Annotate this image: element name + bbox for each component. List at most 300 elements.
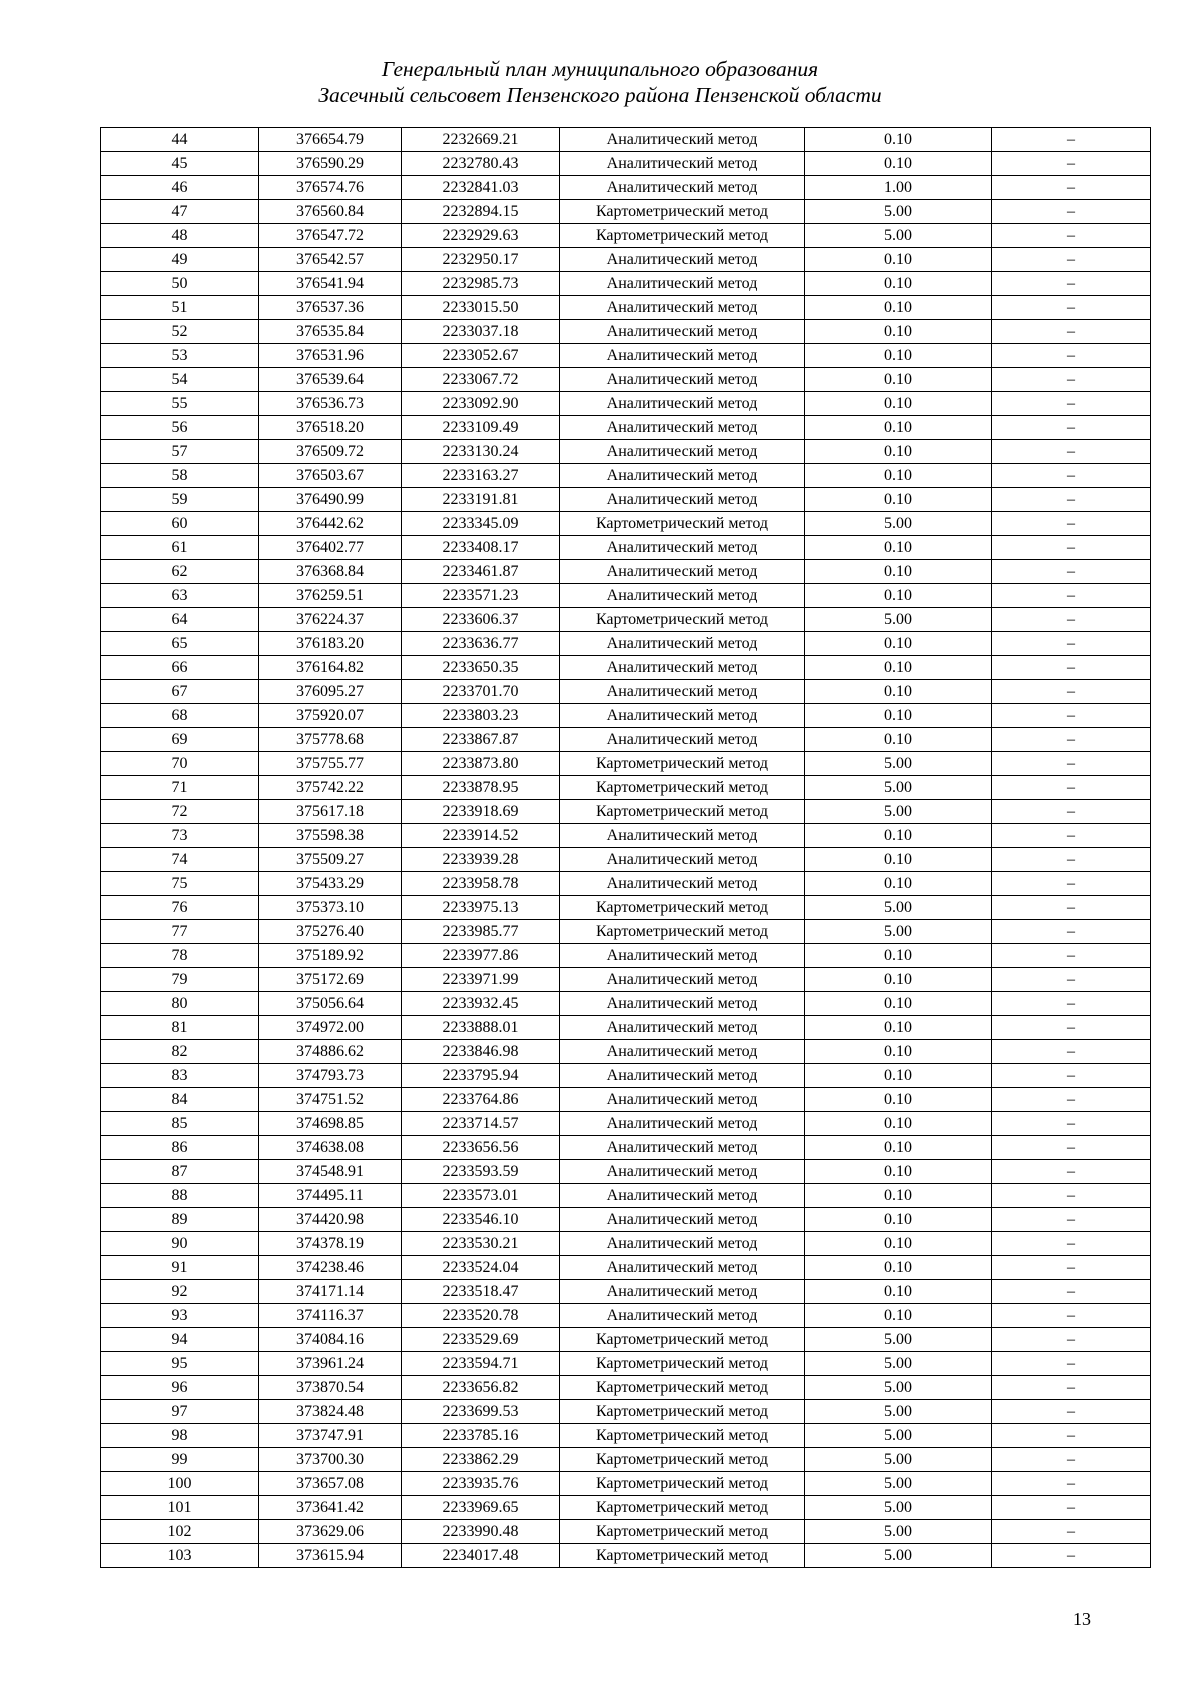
note-cell: – <box>992 1016 1151 1040</box>
y-coordinate-cell: 2233932.45 <box>402 992 560 1016</box>
table-row <box>101 824 1151 848</box>
table-row <box>101 1472 1151 1496</box>
x-coordinate-cell: 375755.77 <box>259 752 402 776</box>
method-cell: Аналитический метод <box>560 1232 805 1256</box>
y-coordinate-cell: 2233878.95 <box>402 776 560 800</box>
table-row <box>101 512 1151 536</box>
method-cell: Аналитический метод <box>560 680 805 704</box>
table-row <box>101 536 1151 560</box>
method-cell: Аналитический метод <box>560 1208 805 1232</box>
note-cell: – <box>992 1520 1151 1544</box>
y-coordinate-cell: 2234017.48 <box>402 1544 560 1568</box>
table-row <box>101 560 1151 584</box>
method-cell: Аналитический метод <box>560 488 805 512</box>
accuracy-cell: 0.10 <box>805 488 992 512</box>
x-coordinate-cell: 376183.20 <box>259 632 402 656</box>
y-coordinate-cell: 2233461.87 <box>402 560 560 584</box>
table-row <box>101 296 1151 320</box>
note-cell: – <box>992 1256 1151 1280</box>
x-coordinate-cell: 376164.82 <box>259 656 402 680</box>
point-number-cell: 94 <box>101 1328 259 1352</box>
table-row <box>101 1256 1151 1280</box>
note-cell: – <box>992 1088 1151 1112</box>
note-cell: – <box>992 320 1151 344</box>
accuracy-cell: 0.10 <box>805 272 992 296</box>
coordinates-table <box>100 127 1151 1568</box>
method-cell: Картометрический метод <box>560 1328 805 1352</box>
note-cell: – <box>992 1448 1151 1472</box>
x-coordinate-cell: 374886.62 <box>259 1040 402 1064</box>
table-row <box>101 1352 1151 1376</box>
y-coordinate-cell: 2233975.13 <box>402 896 560 920</box>
table-row <box>101 248 1151 272</box>
y-coordinate-cell: 2233345.09 <box>402 512 560 536</box>
point-number-cell: 71 <box>101 776 259 800</box>
point-number-cell: 56 <box>101 416 259 440</box>
point-number-cell: 97 <box>101 1400 259 1424</box>
point-number-cell: 75 <box>101 872 259 896</box>
table-row <box>101 944 1151 968</box>
note-cell: – <box>992 944 1151 968</box>
point-number-cell: 68 <box>101 704 259 728</box>
y-coordinate-cell: 2233958.78 <box>402 872 560 896</box>
method-cell: Аналитический метод <box>560 464 805 488</box>
method-cell: Аналитический метод <box>560 560 805 584</box>
x-coordinate-cell: 373961.24 <box>259 1352 402 1376</box>
point-number-cell: 66 <box>101 656 259 680</box>
method-cell: Аналитический метод <box>560 1160 805 1184</box>
accuracy-cell: 0.10 <box>805 536 992 560</box>
y-coordinate-cell: 2233846.98 <box>402 1040 560 1064</box>
note-cell: – <box>992 872 1151 896</box>
accuracy-cell: 0.10 <box>805 1040 992 1064</box>
table-row <box>101 1088 1151 1112</box>
x-coordinate-cell: 376590.29 <box>259 152 402 176</box>
table-row <box>101 392 1151 416</box>
y-coordinate-cell: 2233914.52 <box>402 824 560 848</box>
accuracy-cell: 0.10 <box>805 584 992 608</box>
accuracy-cell: 5.00 <box>805 1400 992 1424</box>
accuracy-cell: 5.00 <box>805 1520 992 1544</box>
y-coordinate-cell: 2233408.17 <box>402 536 560 560</box>
note-cell: – <box>992 920 1151 944</box>
note-cell: – <box>992 680 1151 704</box>
point-number-cell: 76 <box>101 896 259 920</box>
note-cell: – <box>992 656 1151 680</box>
x-coordinate-cell: 374116.37 <box>259 1304 402 1328</box>
accuracy-cell: 0.10 <box>805 1208 992 1232</box>
table-row <box>101 1496 1151 1520</box>
method-cell: Аналитический метод <box>560 704 805 728</box>
y-coordinate-cell: 2233130.24 <box>402 440 560 464</box>
y-coordinate-cell: 2233636.77 <box>402 632 560 656</box>
accuracy-cell: 0.10 <box>805 728 992 752</box>
point-number-cell: 102 <box>101 1520 259 1544</box>
x-coordinate-cell: 373870.54 <box>259 1376 402 1400</box>
method-cell: Аналитический метод <box>560 536 805 560</box>
point-number-cell: 47 <box>101 200 259 224</box>
method-cell: Картометрический метод <box>560 1400 805 1424</box>
header-line-2: Засечный сельсовет Пензенского района Пензенской области <box>318 83 882 107</box>
y-coordinate-cell: 2233701.70 <box>402 680 560 704</box>
point-number-cell: 99 <box>101 1448 259 1472</box>
y-coordinate-cell: 2233529.69 <box>402 1328 560 1352</box>
table-row <box>101 176 1151 200</box>
accuracy-cell: 0.10 <box>805 992 992 1016</box>
method-cell: Картометрический метод <box>560 920 805 944</box>
point-number-cell: 79 <box>101 968 259 992</box>
accuracy-cell: 0.10 <box>805 824 992 848</box>
method-cell: Аналитический метод <box>560 1040 805 1064</box>
note-cell: – <box>992 536 1151 560</box>
accuracy-cell: 5.00 <box>805 1544 992 1568</box>
accuracy-cell: 0.10 <box>805 392 992 416</box>
table-row <box>101 1280 1151 1304</box>
y-coordinate-cell: 2233990.48 <box>402 1520 560 1544</box>
y-coordinate-cell: 2233191.81 <box>402 488 560 512</box>
x-coordinate-cell: 373700.30 <box>259 1448 402 1472</box>
y-coordinate-cell: 2233785.16 <box>402 1424 560 1448</box>
method-cell: Картометрический метод <box>560 1520 805 1544</box>
note-cell: – <box>992 1112 1151 1136</box>
y-coordinate-cell: 2233606.37 <box>402 608 560 632</box>
y-coordinate-cell: 2233530.21 <box>402 1232 560 1256</box>
note-cell: – <box>992 248 1151 272</box>
accuracy-cell: 5.00 <box>805 512 992 536</box>
table-row <box>101 1424 1151 1448</box>
point-number-cell: 95 <box>101 1352 259 1376</box>
method-cell: Картометрический метод <box>560 224 805 248</box>
accuracy-cell: 0.10 <box>805 704 992 728</box>
method-cell: Картометрический метод <box>560 752 805 776</box>
point-number-cell: 72 <box>101 800 259 824</box>
y-coordinate-cell: 2233650.35 <box>402 656 560 680</box>
y-coordinate-cell: 2233873.80 <box>402 752 560 776</box>
accuracy-cell: 0.10 <box>805 1280 992 1304</box>
x-coordinate-cell: 375189.92 <box>259 944 402 968</box>
y-coordinate-cell: 2233594.71 <box>402 1352 560 1376</box>
point-number-cell: 87 <box>101 1160 259 1184</box>
point-number-cell: 83 <box>101 1064 259 1088</box>
table-row <box>101 344 1151 368</box>
table-row <box>101 1376 1151 1400</box>
point-number-cell: 60 <box>101 512 259 536</box>
method-cell: Аналитический метод <box>560 1280 805 1304</box>
table-row <box>101 320 1151 344</box>
table-row <box>101 872 1151 896</box>
header-line-1: Генеральный план муниципального образования <box>381 57 819 81</box>
y-coordinate-cell: 2233803.23 <box>402 704 560 728</box>
point-number-cell: 81 <box>101 1016 259 1040</box>
point-number-cell: 101 <box>101 1496 259 1520</box>
note-cell: – <box>992 1472 1151 1496</box>
note-cell: – <box>992 176 1151 200</box>
method-cell: Картометрический метод <box>560 608 805 632</box>
table-row <box>101 608 1151 632</box>
point-number-cell: 61 <box>101 536 259 560</box>
x-coordinate-cell: 376547.72 <box>259 224 402 248</box>
accuracy-cell: 0.10 <box>805 656 992 680</box>
x-coordinate-cell: 375056.64 <box>259 992 402 1016</box>
y-coordinate-cell: 2233593.59 <box>402 1160 560 1184</box>
x-coordinate-cell: 374972.00 <box>259 1016 402 1040</box>
y-coordinate-cell: 2233524.04 <box>402 1256 560 1280</box>
accuracy-cell: 0.10 <box>805 848 992 872</box>
point-number-cell: 78 <box>101 944 259 968</box>
x-coordinate-cell: 376442.62 <box>259 512 402 536</box>
method-cell: Аналитический метод <box>560 824 805 848</box>
point-number-cell: 100 <box>101 1472 259 1496</box>
point-number-cell: 70 <box>101 752 259 776</box>
x-coordinate-cell: 376490.99 <box>259 488 402 512</box>
note-cell: – <box>992 608 1151 632</box>
method-cell: Аналитический метод <box>560 1304 805 1328</box>
y-coordinate-cell: 2233795.94 <box>402 1064 560 1088</box>
accuracy-cell: 0.10 <box>805 440 992 464</box>
point-number-cell: 65 <box>101 632 259 656</box>
note-cell: – <box>992 152 1151 176</box>
table-row <box>101 1016 1151 1040</box>
accuracy-cell: 0.10 <box>805 152 992 176</box>
y-coordinate-cell: 2233163.27 <box>402 464 560 488</box>
table-row <box>101 200 1151 224</box>
note-cell: – <box>992 1376 1151 1400</box>
x-coordinate-cell: 374238.46 <box>259 1256 402 1280</box>
coordinates-table-body <box>101 128 1151 1568</box>
note-cell: – <box>992 560 1151 584</box>
y-coordinate-cell: 2233015.50 <box>402 296 560 320</box>
table-row <box>101 464 1151 488</box>
accuracy-cell: 5.00 <box>805 608 992 632</box>
y-coordinate-cell: 2233092.90 <box>402 392 560 416</box>
y-coordinate-cell: 2232985.73 <box>402 272 560 296</box>
note-cell: – <box>992 296 1151 320</box>
x-coordinate-cell: 375509.27 <box>259 848 402 872</box>
point-number-cell: 88 <box>101 1184 259 1208</box>
y-coordinate-cell: 2233067.72 <box>402 368 560 392</box>
table-row <box>101 488 1151 512</box>
table-row <box>101 1328 1151 1352</box>
y-coordinate-cell: 2233052.67 <box>402 344 560 368</box>
method-cell: Аналитический метод <box>560 296 805 320</box>
note-cell: – <box>992 392 1151 416</box>
y-coordinate-cell: 2233764.86 <box>402 1088 560 1112</box>
y-coordinate-cell: 2232929.63 <box>402 224 560 248</box>
point-number-cell: 55 <box>101 392 259 416</box>
method-cell: Аналитический метод <box>560 872 805 896</box>
x-coordinate-cell: 376368.84 <box>259 560 402 584</box>
accuracy-cell: 0.10 <box>805 344 992 368</box>
point-number-cell: 96 <box>101 1376 259 1400</box>
point-number-cell: 77 <box>101 920 259 944</box>
note-cell: – <box>992 1304 1151 1328</box>
accuracy-cell: 1.00 <box>805 176 992 200</box>
table-row <box>101 440 1151 464</box>
note-cell: – <box>992 824 1151 848</box>
note-cell: – <box>992 896 1151 920</box>
table-row <box>101 896 1151 920</box>
table-row <box>101 1136 1151 1160</box>
x-coordinate-cell: 375778.68 <box>259 728 402 752</box>
method-cell: Аналитический метод <box>560 176 805 200</box>
note-cell: – <box>992 272 1151 296</box>
accuracy-cell: 0.10 <box>805 560 992 584</box>
accuracy-cell: 5.00 <box>805 920 992 944</box>
point-number-cell: 84 <box>101 1088 259 1112</box>
method-cell: Аналитический метод <box>560 968 805 992</box>
point-number-cell: 64 <box>101 608 259 632</box>
accuracy-cell: 0.10 <box>805 368 992 392</box>
accuracy-cell: 5.00 <box>805 1448 992 1472</box>
note-cell: – <box>992 848 1151 872</box>
note-cell: – <box>992 1544 1151 1568</box>
accuracy-cell: 5.00 <box>805 800 992 824</box>
note-cell: – <box>992 416 1151 440</box>
point-number-cell: 51 <box>101 296 259 320</box>
point-number-cell: 45 <box>101 152 259 176</box>
note-cell: – <box>992 704 1151 728</box>
accuracy-cell: 0.10 <box>805 320 992 344</box>
method-cell: Аналитический метод <box>560 272 805 296</box>
note-cell: – <box>992 200 1151 224</box>
x-coordinate-cell: 375172.69 <box>259 968 402 992</box>
accuracy-cell: 0.10 <box>805 1160 992 1184</box>
y-coordinate-cell: 2233985.77 <box>402 920 560 944</box>
accuracy-cell: 0.10 <box>805 1088 992 1112</box>
note-cell: – <box>992 128 1151 152</box>
method-cell: Картометрический метод <box>560 512 805 536</box>
accuracy-cell: 5.00 <box>805 1352 992 1376</box>
point-number-cell: 98 <box>101 1424 259 1448</box>
point-number-cell: 48 <box>101 224 259 248</box>
document-header <box>0 56 1200 108</box>
method-cell: Аналитический метод <box>560 392 805 416</box>
method-cell: Аналитический метод <box>560 440 805 464</box>
method-cell: Аналитический метод <box>560 1184 805 1208</box>
table-row <box>101 704 1151 728</box>
point-number-cell: 49 <box>101 248 259 272</box>
x-coordinate-cell: 375920.07 <box>259 704 402 728</box>
table-row <box>101 992 1151 1016</box>
note-cell: – <box>992 440 1151 464</box>
table-row <box>101 1520 1151 1544</box>
x-coordinate-cell: 376574.76 <box>259 176 402 200</box>
x-coordinate-cell: 374751.52 <box>259 1088 402 1112</box>
x-coordinate-cell: 374378.19 <box>259 1232 402 1256</box>
y-coordinate-cell: 2233656.82 <box>402 1376 560 1400</box>
note-cell: – <box>992 800 1151 824</box>
accuracy-cell: 0.10 <box>805 464 992 488</box>
method-cell: Картометрический метод <box>560 1352 805 1376</box>
y-coordinate-cell: 2233918.69 <box>402 800 560 824</box>
note-cell: – <box>992 632 1151 656</box>
accuracy-cell: 0.10 <box>805 1016 992 1040</box>
accuracy-cell: 5.00 <box>805 224 992 248</box>
y-coordinate-cell: 2233935.76 <box>402 1472 560 1496</box>
accuracy-cell: 5.00 <box>805 1424 992 1448</box>
method-cell: Аналитический метод <box>560 128 805 152</box>
accuracy-cell: 5.00 <box>805 1376 992 1400</box>
accuracy-cell: 0.10 <box>805 1064 992 1088</box>
note-cell: – <box>992 1280 1151 1304</box>
x-coordinate-cell: 373615.94 <box>259 1544 402 1568</box>
method-cell: Аналитический метод <box>560 320 805 344</box>
point-number-cell: 85 <box>101 1112 259 1136</box>
point-number-cell: 89 <box>101 1208 259 1232</box>
accuracy-cell: 5.00 <box>805 1472 992 1496</box>
point-number-cell: 74 <box>101 848 259 872</box>
method-cell: Аналитический метод <box>560 368 805 392</box>
method-cell: Аналитический метод <box>560 944 805 968</box>
point-number-cell: 103 <box>101 1544 259 1568</box>
x-coordinate-cell: 376224.37 <box>259 608 402 632</box>
y-coordinate-cell: 2232669.21 <box>402 128 560 152</box>
note-cell: – <box>992 1400 1151 1424</box>
x-coordinate-cell: 374495.11 <box>259 1184 402 1208</box>
x-coordinate-cell: 376539.64 <box>259 368 402 392</box>
point-number-cell: 93 <box>101 1304 259 1328</box>
x-coordinate-cell: 375742.22 <box>259 776 402 800</box>
note-cell: – <box>992 584 1151 608</box>
method-cell: Картометрический метод <box>560 800 805 824</box>
accuracy-cell: 0.10 <box>805 632 992 656</box>
point-number-cell: 59 <box>101 488 259 512</box>
method-cell: Картометрический метод <box>560 1424 805 1448</box>
note-cell: – <box>992 1136 1151 1160</box>
table-row <box>101 128 1151 152</box>
x-coordinate-cell: 375276.40 <box>259 920 402 944</box>
y-coordinate-cell: 2233862.29 <box>402 1448 560 1472</box>
table-row <box>101 632 1151 656</box>
accuracy-cell: 0.10 <box>805 128 992 152</box>
accuracy-cell: 0.10 <box>805 1136 992 1160</box>
point-number-cell: 63 <box>101 584 259 608</box>
x-coordinate-cell: 375617.18 <box>259 800 402 824</box>
accuracy-cell: 5.00 <box>805 752 992 776</box>
method-cell: Картометрический метод <box>560 1448 805 1472</box>
note-cell: – <box>992 968 1151 992</box>
x-coordinate-cell: 373824.48 <box>259 1400 402 1424</box>
point-number-cell: 50 <box>101 272 259 296</box>
table-row <box>101 776 1151 800</box>
note-cell: – <box>992 1184 1151 1208</box>
accuracy-cell: 0.10 <box>805 248 992 272</box>
table-row <box>101 1544 1151 1568</box>
note-cell: – <box>992 1424 1151 1448</box>
point-number-cell: 62 <box>101 560 259 584</box>
y-coordinate-cell: 2233714.57 <box>402 1112 560 1136</box>
y-coordinate-cell: 2233971.99 <box>402 968 560 992</box>
x-coordinate-cell: 373629.06 <box>259 1520 402 1544</box>
table-row <box>101 152 1151 176</box>
accuracy-cell: 0.10 <box>805 1112 992 1136</box>
x-coordinate-cell: 373747.91 <box>259 1424 402 1448</box>
x-coordinate-cell: 374638.08 <box>259 1136 402 1160</box>
note-cell: – <box>992 488 1151 512</box>
x-coordinate-cell: 374420.98 <box>259 1208 402 1232</box>
x-coordinate-cell: 376402.77 <box>259 536 402 560</box>
y-coordinate-cell: 2233109.49 <box>402 416 560 440</box>
note-cell: – <box>992 344 1151 368</box>
method-cell: Аналитический метод <box>560 1256 805 1280</box>
y-coordinate-cell: 2233037.18 <box>402 320 560 344</box>
y-coordinate-cell: 2233573.01 <box>402 1184 560 1208</box>
x-coordinate-cell: 376259.51 <box>259 584 402 608</box>
x-coordinate-cell: 373641.42 <box>259 1496 402 1520</box>
x-coordinate-cell: 376518.20 <box>259 416 402 440</box>
point-number-cell: 67 <box>101 680 259 704</box>
y-coordinate-cell: 2233546.10 <box>402 1208 560 1232</box>
